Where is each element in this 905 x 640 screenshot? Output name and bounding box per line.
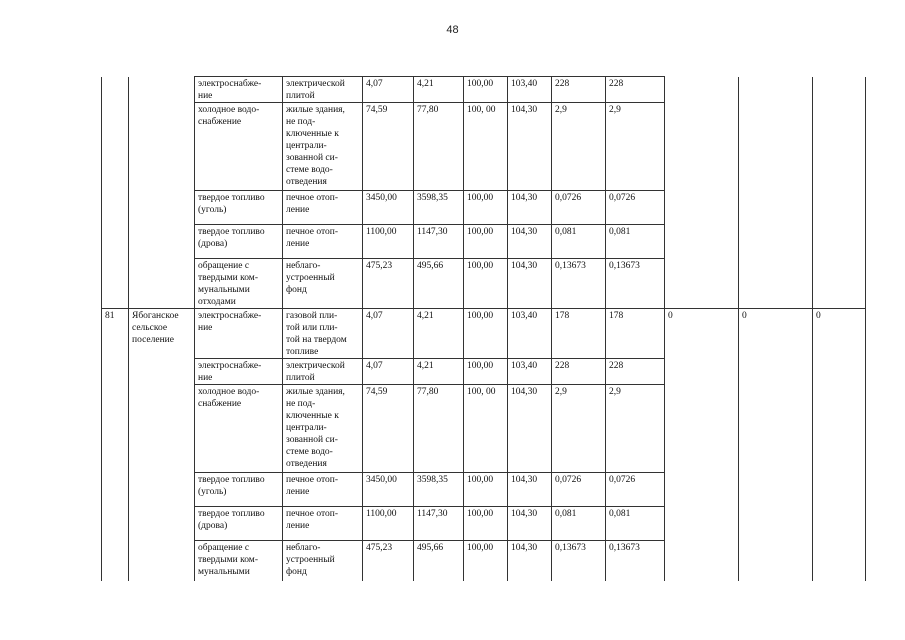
- value-cell: 0,0726: [606, 191, 665, 225]
- value-cell: 475,23: [363, 259, 414, 309]
- extra-value-cell: 0: [813, 309, 866, 581]
- service-cell: электроснабже- ние: [195, 309, 283, 359]
- extra-value-cell: [813, 77, 866, 309]
- value-cell: 104,30: [508, 541, 552, 581]
- value-cell: 0,081: [606, 225, 665, 259]
- value-cell: 74,59: [363, 103, 414, 191]
- value-cell: 1147,30: [414, 507, 464, 541]
- conditions-cell: неблаго- устроенный фонд: [283, 259, 363, 309]
- value-cell: 100,00: [464, 225, 508, 259]
- conditions-cell: печное отоп- ление: [283, 191, 363, 225]
- table-row: [102, 77, 866, 103]
- value-cell: 495,66: [414, 259, 464, 309]
- value-cell: 0,081: [552, 507, 606, 541]
- value-cell: 3598,35: [414, 191, 464, 225]
- service-cell: обращение с твердыми ком- мунальными отходами: [195, 259, 283, 309]
- value-cell: 100, 00: [464, 103, 508, 191]
- value-cell: 100,00: [464, 191, 508, 225]
- value-cell: 100,00: [464, 507, 508, 541]
- conditions-cell: жилые здания, не под- ключенные к централи- зованной си- стеме водо- отведения: [283, 103, 363, 191]
- value-cell: 0,081: [552, 225, 606, 259]
- value-cell: 3450,00: [363, 191, 414, 225]
- value-cell: 4,21: [414, 309, 464, 359]
- page-number: 48: [446, 24, 459, 36]
- extra-value-cell: 0: [665, 309, 739, 581]
- value-cell: 4,07: [363, 359, 414, 385]
- value-cell: 100,00: [464, 259, 508, 309]
- extra-value-cell: [665, 77, 739, 309]
- value-cell: 0,13673: [552, 541, 606, 581]
- value-cell: 103,40: [508, 359, 552, 385]
- conditions-cell: печное отоп- ление: [283, 507, 363, 541]
- settlement-cell: [129, 77, 195, 309]
- value-cell: 0,13673: [606, 541, 665, 581]
- value-cell: 100,00: [464, 541, 508, 581]
- value-cell: 100,00: [464, 473, 508, 507]
- service-cell: твердое топливо (дрова): [195, 225, 283, 259]
- row-number-cell: [102, 77, 129, 309]
- value-cell: 100,00: [464, 359, 508, 385]
- table-body: [102, 77, 866, 581]
- value-cell: 104,30: [508, 507, 552, 541]
- conditions-cell: печное отоп- ление: [283, 225, 363, 259]
- value-cell: 178: [552, 309, 606, 359]
- value-cell: 228: [552, 77, 606, 103]
- value-cell: 4,07: [363, 309, 414, 359]
- value-cell: 1100,00: [363, 507, 414, 541]
- value-cell: 104,30: [508, 385, 552, 473]
- value-cell: 228: [606, 359, 665, 385]
- value-cell: 0,13673: [552, 259, 606, 309]
- value-cell: 0,13673: [606, 259, 665, 309]
- value-cell: 1100,00: [363, 225, 414, 259]
- value-cell: 4,07: [363, 77, 414, 103]
- value-cell: 104,30: [508, 103, 552, 191]
- service-cell: холодное водо- снабжение: [195, 385, 283, 473]
- extra-value-cell: [739, 77, 813, 309]
- value-cell: 104,30: [508, 259, 552, 309]
- value-cell: 100,00: [464, 77, 508, 103]
- value-cell: 2,9: [552, 385, 606, 473]
- value-cell: 4,21: [414, 77, 464, 103]
- value-cell: 100,00: [464, 309, 508, 359]
- conditions-cell: электрической плитой: [283, 359, 363, 385]
- value-cell: 2,9: [606, 385, 665, 473]
- row-number-cell: 81: [102, 309, 129, 581]
- value-cell: 103,40: [508, 77, 552, 103]
- service-cell: электроснабже- ние: [195, 77, 283, 103]
- service-cell: твердое топливо (уголь): [195, 473, 283, 507]
- value-cell: 104,30: [508, 225, 552, 259]
- conditions-cell: жилые здания, не под- ключенные к централи- зованной си- стеме водо- отведения: [283, 385, 363, 473]
- value-cell: 475,23: [363, 541, 414, 581]
- value-cell: 178: [606, 309, 665, 359]
- service-cell: твердое топливо (уголь): [195, 191, 283, 225]
- value-cell: 100, 00: [464, 385, 508, 473]
- settlement-cell: Ябоганское сельское поселение: [129, 309, 195, 581]
- value-cell: 77,80: [414, 103, 464, 191]
- value-cell: 0,0726: [606, 473, 665, 507]
- table-row: [102, 309, 866, 359]
- value-cell: 228: [552, 359, 606, 385]
- value-cell: 1147,30: [414, 225, 464, 259]
- tariff-table: [101, 76, 866, 581]
- conditions-cell: газовой пли- той или пли- той на твердом топливе: [283, 309, 363, 359]
- value-cell: 495,66: [414, 541, 464, 581]
- value-cell: 3598,35: [414, 473, 464, 507]
- value-cell: 0,0726: [552, 473, 606, 507]
- value-cell: 77,80: [414, 385, 464, 473]
- conditions-cell: электрической плитой: [283, 77, 363, 103]
- value-cell: 74,59: [363, 385, 414, 473]
- value-cell: 0,081: [606, 507, 665, 541]
- service-cell: электроснабже- ние: [195, 359, 283, 385]
- value-cell: 0,0726: [552, 191, 606, 225]
- service-cell: твердое топливо (дрова): [195, 507, 283, 541]
- value-cell: 104,30: [508, 191, 552, 225]
- conditions-cell: печное отоп- ление: [283, 473, 363, 507]
- service-cell: обращение с твердыми ком- мунальными: [195, 541, 283, 581]
- service-cell: холодное водо- снабжение: [195, 103, 283, 191]
- value-cell: 104,30: [508, 473, 552, 507]
- value-cell: 228: [606, 77, 665, 103]
- extra-value-cell: 0: [739, 309, 813, 581]
- value-cell: 3450,00: [363, 473, 414, 507]
- conditions-cell: неблаго- устроенный фонд: [283, 541, 363, 581]
- value-cell: 2,9: [552, 103, 606, 191]
- value-cell: 103,40: [508, 309, 552, 359]
- value-cell: 2,9: [606, 103, 665, 191]
- value-cell: 4,21: [414, 359, 464, 385]
